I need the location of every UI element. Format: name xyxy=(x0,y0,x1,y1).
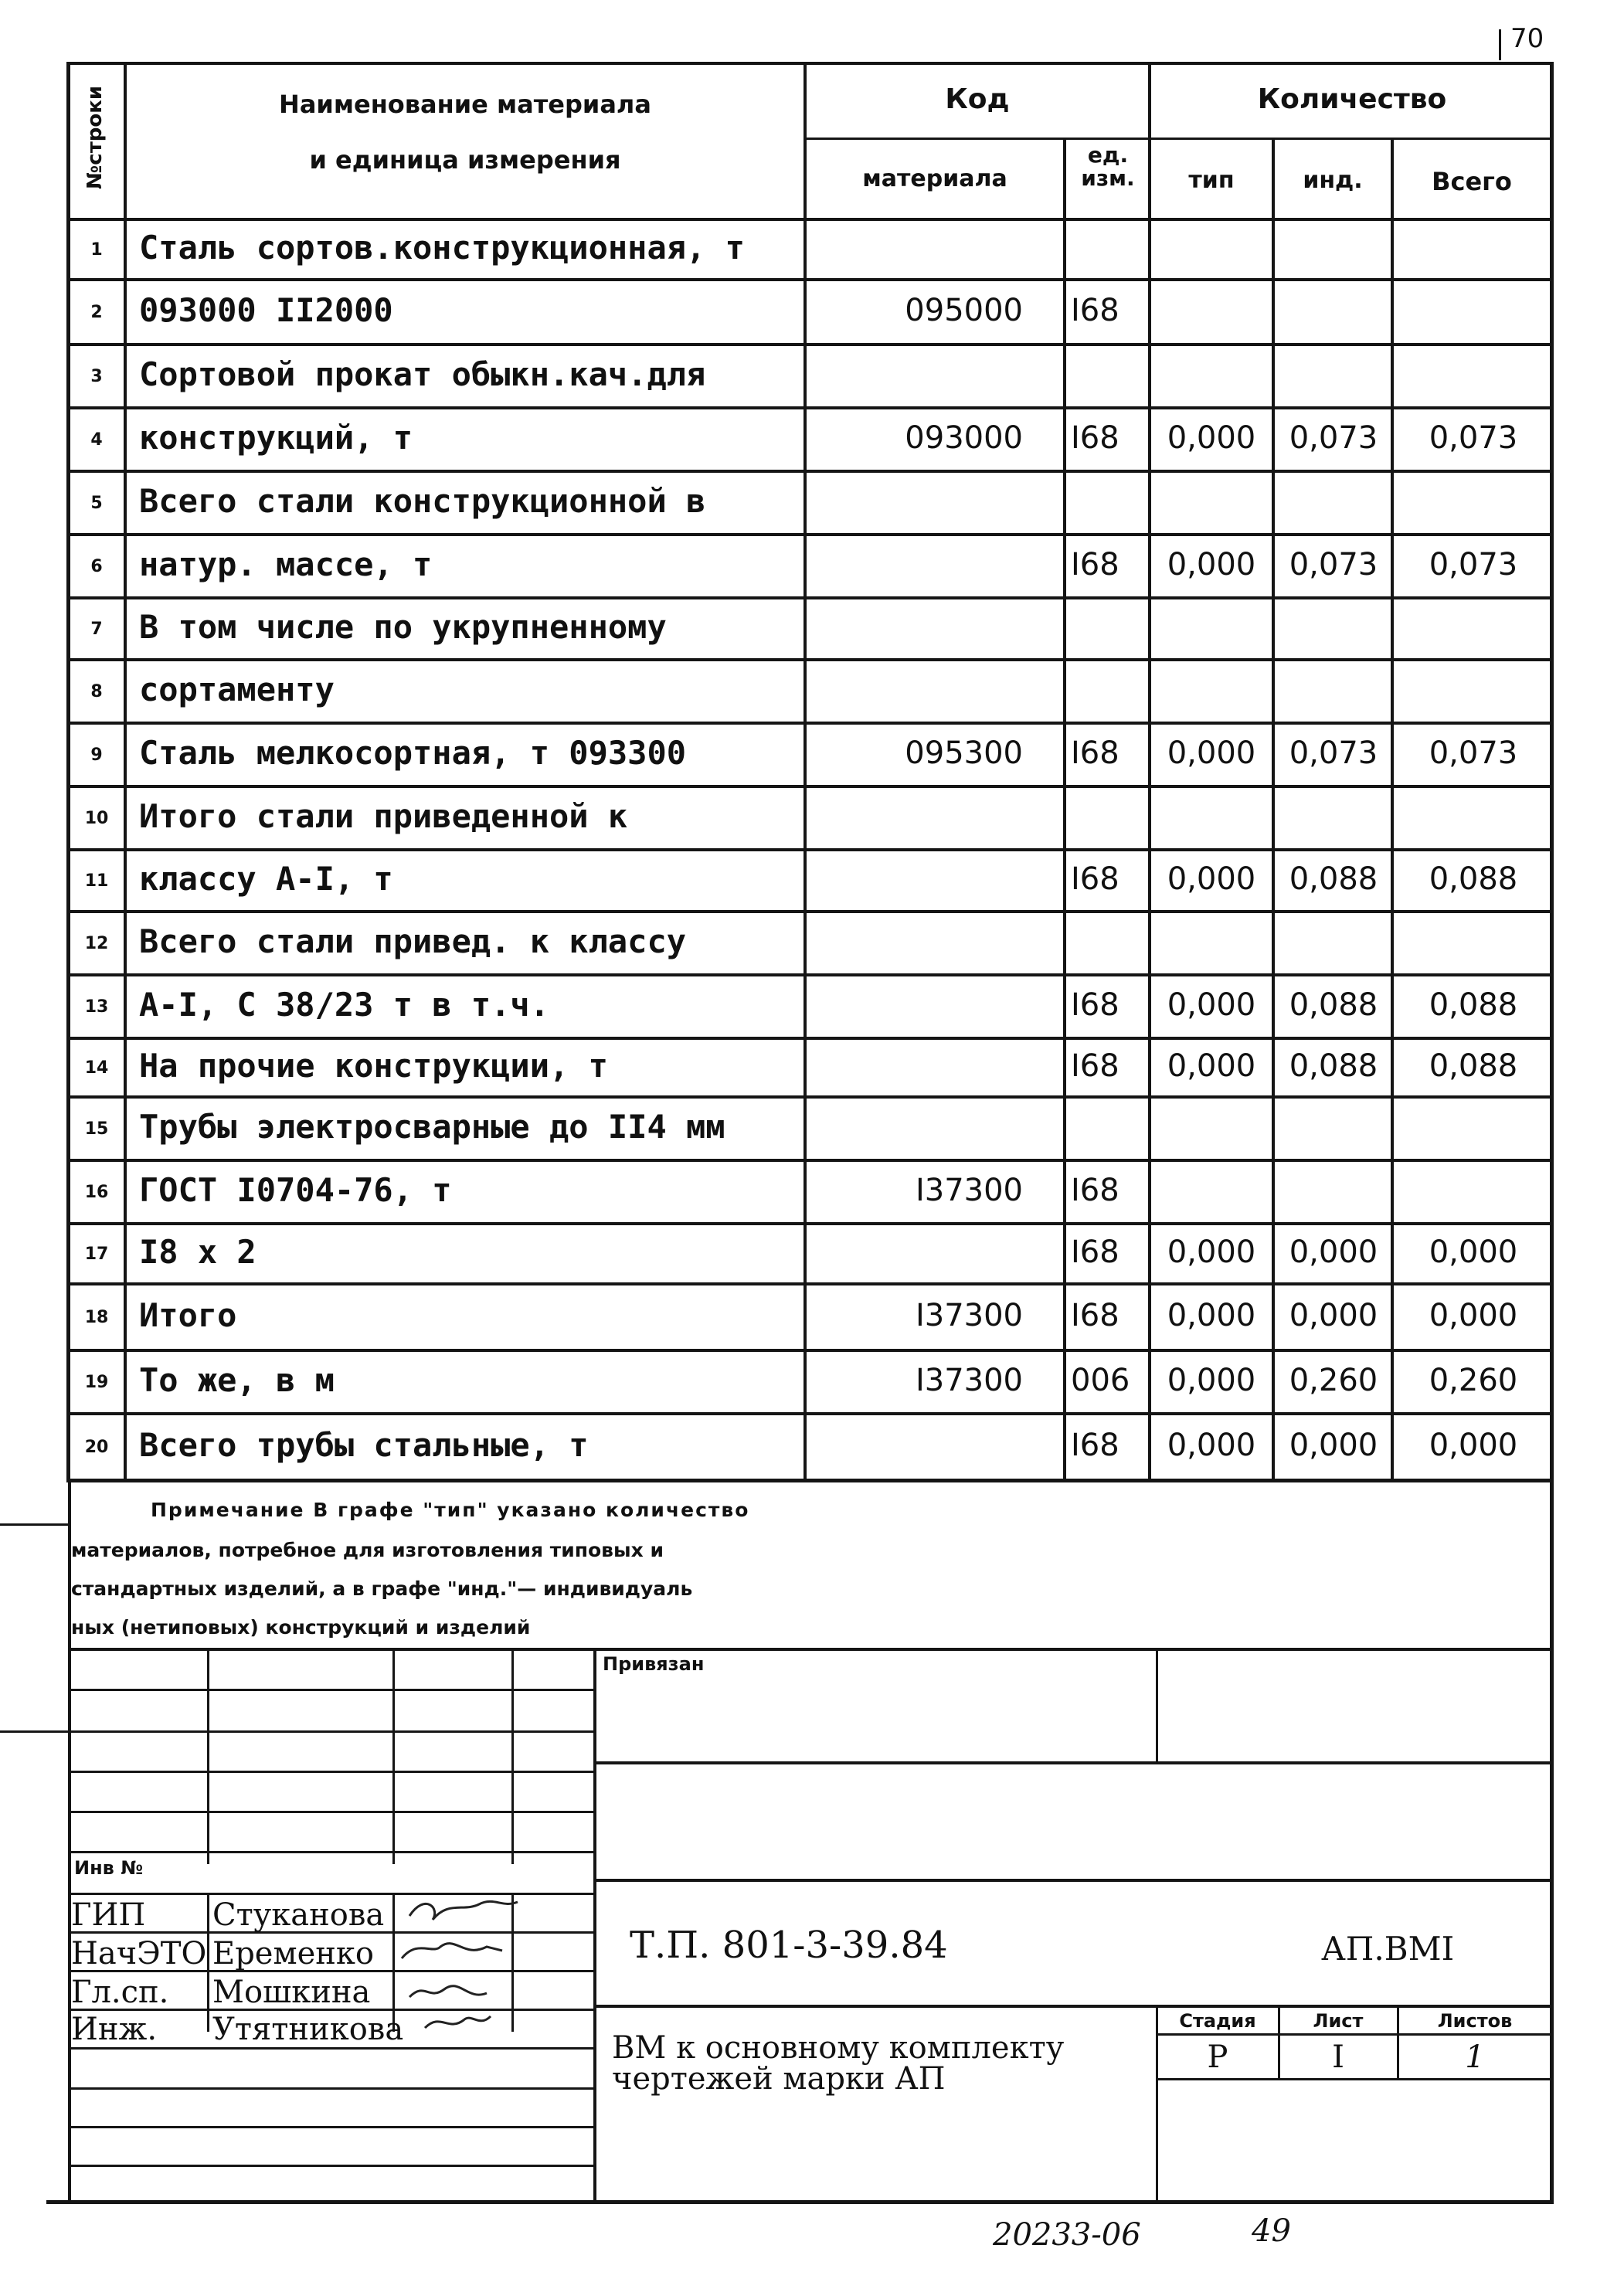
material-name: На прочие конструкции, т xyxy=(139,1046,608,1085)
header-qty-ind: инд. xyxy=(1303,167,1363,194)
qty-ind: 0,073 xyxy=(1289,547,1378,582)
doc-mark: АП.ВМI xyxy=(1321,1930,1455,1968)
row-number: 16 xyxy=(84,1182,109,1202)
doc-code: Т.П. 801-3-39.84 xyxy=(630,1924,948,1967)
footer-inv-code: 20233-06 xyxy=(993,2217,1141,2253)
material-name: I8 х 2 xyxy=(139,1232,257,1271)
header-name-line2: и единица измерения xyxy=(309,145,621,175)
material-name: ГОСТ I0704-76, т xyxy=(139,1170,452,1209)
row-number: 19 xyxy=(84,1372,109,1392)
row-number: 12 xyxy=(84,933,109,953)
row-number: 20 xyxy=(84,1437,109,1457)
row-number: 9 xyxy=(90,745,103,765)
qty-ind: 0,000 xyxy=(1289,1234,1378,1270)
unit-code: 006 xyxy=(1071,1363,1130,1398)
qty-type: 0,000 xyxy=(1167,987,1256,1023)
unit-code: I68 xyxy=(1071,547,1119,582)
header-code: Код xyxy=(945,83,1010,115)
row-number: 17 xyxy=(84,1244,109,1264)
qty-ind: 0,088 xyxy=(1289,861,1378,897)
material-name: Итого стали приведенной к xyxy=(139,796,628,835)
sheet-value: I xyxy=(1332,2039,1344,2075)
stage-label: Стадия xyxy=(1179,2010,1256,2032)
material-name: Сталь мелкосортная, т 093300 xyxy=(139,733,687,772)
note-line-4: ных (нетиповых) конструкций и изделий xyxy=(71,1616,531,1639)
row-number: 5 xyxy=(90,493,103,513)
material-name: В том числе по укрупненному xyxy=(139,607,667,646)
qty-type: 0,000 xyxy=(1167,1363,1256,1398)
material-name: Всего стали конструкционной в xyxy=(139,481,706,520)
material-code: 093000 xyxy=(905,420,1023,456)
row-number: 15 xyxy=(84,1119,109,1139)
row-number: 6 xyxy=(90,556,103,576)
qty-ind: 0,088 xyxy=(1289,987,1378,1023)
footer-page: 49 xyxy=(1252,2213,1291,2249)
qty-total: 0,073 xyxy=(1429,547,1518,582)
header-name-line1: Наименование материала xyxy=(279,90,651,119)
sheets-label: Листов xyxy=(1437,2010,1513,2032)
unit-code: I68 xyxy=(1071,293,1119,328)
qty-total: 0,073 xyxy=(1429,420,1518,456)
row-number: 14 xyxy=(84,1058,109,1078)
qty-type: 0,000 xyxy=(1167,1234,1256,1270)
qty-total: 0,000 xyxy=(1429,1428,1518,1463)
qty-ind: 0,088 xyxy=(1289,1048,1378,1084)
unit-code: I68 xyxy=(1071,987,1119,1023)
row-number: 13 xyxy=(84,997,109,1017)
unit-code: I68 xyxy=(1071,1173,1119,1208)
row-number: 2 xyxy=(90,302,103,322)
unit-code: I68 xyxy=(1071,1234,1119,1270)
header-code-material: материала xyxy=(862,165,1007,192)
material-name: натур. массе, т xyxy=(139,545,433,583)
material-name: Сортовой прокат обыкн.кач.для xyxy=(139,355,706,393)
material-code: 095300 xyxy=(905,735,1023,771)
person-inzh: Утятникова xyxy=(212,2012,404,2047)
header-qty-type: тип xyxy=(1188,167,1235,194)
material-name: Всего стали привед. к классу xyxy=(139,922,687,960)
qty-type: 0,000 xyxy=(1167,547,1256,582)
material-name: Трубы электросварные до II4 мм xyxy=(139,1107,725,1146)
material-name: То же, в м xyxy=(139,1360,335,1399)
row-number: 3 xyxy=(90,366,103,386)
doc-title-line1: ВМ к основному комплекту xyxy=(612,2030,1065,2066)
qty-type: 0,000 xyxy=(1167,861,1256,897)
unit-code: I68 xyxy=(1071,1298,1119,1333)
header-code-unit: ед. изм. xyxy=(1081,142,1135,191)
row-number: 8 xyxy=(90,681,103,701)
material-name: 093000 II2000 xyxy=(139,290,393,329)
material-name: Сталь сортов.конструкционная, т xyxy=(139,228,745,267)
person-nacheto: Еременко xyxy=(212,1936,375,1971)
unit-code: I68 xyxy=(1071,735,1119,771)
row-number: 7 xyxy=(90,619,103,639)
row-number: 4 xyxy=(90,430,103,450)
page-number-tick xyxy=(1499,29,1501,60)
material-name: классу А-I, т xyxy=(139,859,393,898)
qty-ind: 0,073 xyxy=(1289,420,1378,456)
material-name: Всего трубы стальные, т xyxy=(139,1425,589,1464)
row-number: 10 xyxy=(84,808,109,828)
header-qty-total: Всего xyxy=(1432,167,1512,196)
qty-type: 0,000 xyxy=(1167,1048,1256,1084)
sheets-value: 1 xyxy=(1465,2039,1485,2075)
signatures xyxy=(386,1885,556,2039)
page-number: 70 xyxy=(1510,23,1544,54)
doc-title-line2: чертежей марки АП xyxy=(612,2061,946,2097)
qty-total: 0,000 xyxy=(1429,1298,1518,1333)
unit-code: I68 xyxy=(1071,1048,1119,1084)
qty-total: 0,073 xyxy=(1429,735,1518,771)
qty-total: 0,088 xyxy=(1429,861,1518,897)
header-rows-label: №строки xyxy=(83,85,107,189)
role-gip: ГИП xyxy=(71,1897,146,1933)
role-nacheto: НачЭТО xyxy=(71,1936,207,1971)
qty-total: 0,088 xyxy=(1429,987,1518,1023)
row-number: 1 xyxy=(90,239,103,260)
person-gip: Стуканова xyxy=(212,1897,385,1933)
unit-code: I68 xyxy=(1071,1428,1119,1463)
material-name: сортаменту xyxy=(139,670,335,708)
qty-type: 0,000 xyxy=(1167,735,1256,771)
stage-value: Р xyxy=(1207,2039,1228,2075)
qty-ind: 0,260 xyxy=(1289,1363,1378,1398)
row-number: 11 xyxy=(84,871,109,891)
qty-type: 0,000 xyxy=(1167,1298,1256,1333)
material-code: I37300 xyxy=(915,1173,1023,1208)
qty-total: 0,000 xyxy=(1429,1234,1518,1270)
qty-type: 0,000 xyxy=(1167,1428,1256,1463)
inv-no-label: Инв № xyxy=(74,1857,144,1879)
privyazan-label: Привязан xyxy=(603,1653,705,1675)
qty-type: 0,000 xyxy=(1167,420,1256,456)
sheet-label: Лист xyxy=(1313,2010,1364,2032)
role-inzh: Инж. xyxy=(71,2012,158,2047)
unit-code: I68 xyxy=(1071,420,1119,456)
role-glsp: Гл.сп. xyxy=(71,1975,169,2010)
material-name: конструкций, т xyxy=(139,418,413,457)
row-number: 18 xyxy=(84,1307,109,1327)
material-code: I37300 xyxy=(915,1298,1023,1333)
note-line-2: материалов, потребное для изготовления типовых и xyxy=(71,1539,664,1561)
material-name: Итого xyxy=(139,1296,237,1334)
material-code: I37300 xyxy=(915,1363,1023,1398)
unit-code: I68 xyxy=(1071,861,1119,897)
material-code: 095000 xyxy=(905,293,1023,328)
qty-ind: 0,000 xyxy=(1289,1428,1378,1463)
qty-ind: 0,073 xyxy=(1289,735,1378,771)
material-name: А-I, С 38/23 т в т.ч. xyxy=(139,985,550,1024)
header-qty: Количество xyxy=(1257,83,1447,115)
note-line-1: Примечание В графе "тип" указано количество xyxy=(151,1499,750,1521)
qty-total: 0,088 xyxy=(1429,1048,1518,1084)
qty-total: 0,260 xyxy=(1429,1363,1518,1398)
qty-ind: 0,000 xyxy=(1289,1298,1378,1333)
note-line-3: стандартных изделий, а в графе "инд."— индивидуаль xyxy=(71,1577,693,1600)
person-glsp: Мошкина xyxy=(212,1975,371,2010)
